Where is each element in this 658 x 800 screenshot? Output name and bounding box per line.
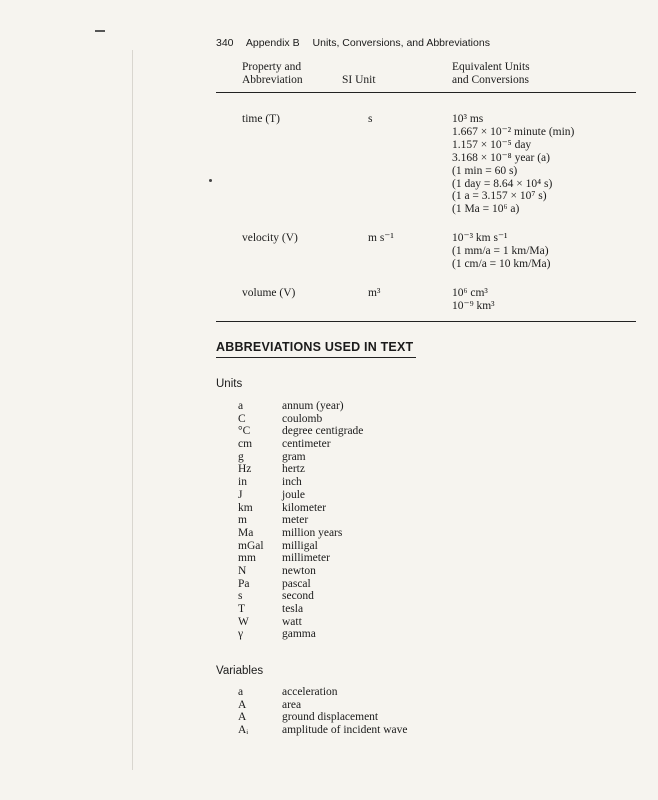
conversions-cell <box>452 287 642 313</box>
table-row <box>216 113 636 216</box>
units-conversion-table <box>216 60 636 322</box>
appendix-label: Appendix B <box>245 37 300 49</box>
abbreviation-symbol: Ma <box>238 526 254 539</box>
table-bottom-rule <box>216 321 636 322</box>
abbreviation-meaning: milligal <box>282 539 318 552</box>
conversion-line: (1 cm/a = 10 km/Ma) <box>452 258 551 270</box>
margin-mark <box>95 30 105 32</box>
abbreviation-meaning: pascal <box>282 577 311 590</box>
table-row <box>216 232 636 271</box>
page-number: 340 <box>216 37 234 49</box>
abbreviation-meaning: newton <box>282 564 316 577</box>
abbreviation-meaning: gram <box>282 450 306 463</box>
abbreviation-symbol: °C <box>238 425 251 438</box>
abbreviation-meaning: millimeter <box>282 552 330 565</box>
abbreviation-meaning: meter <box>282 514 309 527</box>
conversion-line: 10³ ms <box>452 113 484 125</box>
abbreviation-meaning: annum (year) <box>282 400 344 412</box>
conversion-line: (1 day = 8.64 × 10⁴ s) <box>452 177 553 190</box>
conversion-line: 3.168 × 10⁻⁸ year (a) <box>452 151 550 164</box>
abbreviation-meaning: tesla <box>282 603 304 615</box>
abbreviation-symbol: N <box>238 564 247 577</box>
variables-heading: Variables <box>216 665 264 677</box>
abbreviation-symbol: mm <box>238 552 256 565</box>
abbreviation-symbol: J <box>238 488 243 501</box>
header-conv-line1: Equivalent Units <box>452 61 530 73</box>
conversion-line: 1.157 × 10⁻⁵ day <box>452 138 532 151</box>
conversion-line: 1.667 × 10⁻² minute (min) <box>452 125 575 138</box>
abbreviation-meaning: kilometer <box>282 501 327 514</box>
abbreviation-meaning: ground displacement <box>282 711 379 724</box>
property-cell: volume (V) <box>242 286 296 299</box>
abbreviation-symbol: a <box>238 686 244 698</box>
abbreviation-meaning: centimeter <box>282 438 331 451</box>
conversion-line: 10⁻³ km s⁻¹ <box>452 232 508 245</box>
abbreviation-symbol: a <box>238 400 244 412</box>
abbreviation-meaning: degree centigrade <box>282 425 364 438</box>
units-heading: Units <box>216 378 243 390</box>
abbreviation-symbol: Aᵢ <box>238 724 249 737</box>
si-unit-cell: m s⁻¹ <box>368 232 394 245</box>
header-si-unit: SI Unit <box>342 74 376 86</box>
abbreviation-symbol: g <box>238 450 244 463</box>
abbreviations-heading-rule <box>216 357 416 358</box>
abbreviation-meaning: coulomb <box>282 412 323 425</box>
conversions-cell <box>452 113 642 216</box>
header-conversions <box>452 61 632 87</box>
si-unit-cell: m³ <box>368 286 381 299</box>
abbreviation-symbol: in <box>238 476 247 489</box>
abbreviation-symbol: γ <box>238 628 244 641</box>
abbreviation-symbol: cm <box>238 438 253 451</box>
header-property <box>242 61 352 87</box>
property-cell: time (T) <box>242 113 280 125</box>
conversion-line: (1 Ma = 10⁶ a) <box>452 203 520 216</box>
abbreviation-meaning: amplitude of incident wave <box>282 724 408 737</box>
abbreviation-symbol: C <box>238 412 246 425</box>
conversion-line: 10⁻⁹ km³ <box>452 299 495 312</box>
abbreviation-symbol: A <box>238 711 247 724</box>
abbreviation-symbol: Hz <box>238 463 252 476</box>
abbreviation-symbol: km <box>238 501 253 514</box>
abbreviation-symbol: Pa <box>238 577 250 590</box>
abbreviation-symbol: T <box>238 603 246 615</box>
abbreviation-meaning: joule <box>282 488 305 501</box>
table-row <box>216 287 636 313</box>
header-property-line1: Property and <box>242 61 302 73</box>
abbreviation-symbol: s <box>238 590 243 603</box>
abbreviation-meaning: inch <box>282 476 302 489</box>
abbreviation-meaning: watt <box>282 615 302 628</box>
conversion-line: (1 min = 60 s) <box>452 164 518 177</box>
running-head-title: Units, Conversions, and Abbreviations <box>312 37 490 49</box>
header-conv-line2: and Conversions <box>452 74 529 86</box>
abbreviation-meaning: second <box>282 590 314 603</box>
abbreviation-symbol: m <box>238 514 247 527</box>
table-body <box>216 113 636 321</box>
abbreviation-symbol: A <box>238 698 247 711</box>
abbreviation-meaning: hertz <box>282 463 305 476</box>
abbreviation-meaning: area <box>282 698 302 711</box>
conversion-line: 10⁶ cm³ <box>452 286 488 299</box>
abbreviation-meaning: million years <box>282 526 343 539</box>
header-property-line2: Abbreviation <box>242 74 303 86</box>
conversion-line: (1 a = 3.157 × 10⁷ s) <box>452 190 547 203</box>
header-rule <box>216 92 636 93</box>
facing-page-bleed <box>132 50 133 770</box>
table-header <box>216 60 636 92</box>
abbreviations-heading: ABBREVIATIONS USED IN TEXT <box>216 340 414 354</box>
abbreviation-symbol: W <box>238 615 249 628</box>
abbreviation-symbol: mGal <box>238 539 264 552</box>
property-cell: velocity (V) <box>242 232 298 245</box>
conversion-line: (1 mm/a = 1 km/Ma) <box>452 245 549 258</box>
margin-dot <box>209 179 212 182</box>
si-unit-cell: s <box>368 113 373 125</box>
abbreviation-meaning: gamma <box>282 628 316 641</box>
abbreviation-meaning: acceleration <box>282 686 338 698</box>
conversions-cell <box>452 232 642 271</box>
running-head <box>216 37 490 49</box>
